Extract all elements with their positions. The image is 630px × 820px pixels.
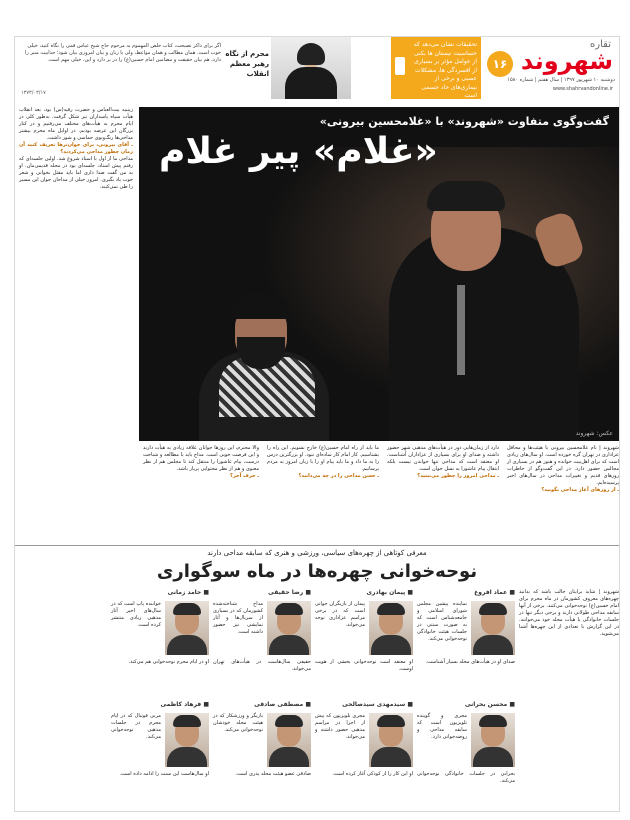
article-headline: «غلام» پیر غلام: [159, 131, 438, 172]
person-card: [417, 589, 515, 697]
person-photo: [267, 601, 311, 655]
person-card: [417, 701, 515, 809]
left-column-text: [19, 107, 133, 191]
leader-portrait: [271, 37, 351, 99]
person-name: ■ سیدمهدی سیدصالحی: [342, 701, 413, 708]
brand-title: شهروند: [520, 47, 613, 75]
person-name: ■ حامد زمانی: [167, 589, 209, 596]
portrait-turban: [297, 43, 325, 65]
column-question: ـ حرف آخر؟: [229, 473, 259, 479]
person-bio: مجری و گوینده تلویزیون است که سابقه مداحی و روضه‌خوانی دارد.: [417, 713, 467, 740]
article-column: [387, 445, 499, 541]
person-photo: [369, 601, 413, 655]
section-intro: معرفی کوتاهی از چهره‌های سیاسی، ورزشی و هنری که سابقه مداحی دارند: [207, 549, 427, 557]
section-divider: [15, 545, 619, 546]
person-bio: پیمان از بازیگران جوانی است که در برخی مراسم عزاداری نوحه می‌خواند.: [315, 601, 365, 628]
person-bio: نماینده پیشین مجلس شورای اسلامی و جامعه‌شناس است که به صورت سنتی در جلسات هیئت خانوادگی نوحه‌خوانی می‌کند.: [417, 601, 467, 642]
person-bio-extra: او این کار را از کودکی آغاز کرده است.: [332, 771, 413, 777]
people-grid: [15, 589, 619, 811]
page-number: ۱۶: [487, 51, 513, 77]
main-photo: [139, 107, 619, 441]
column-question: ـ حسن مداحی را در چه می‌دانید؟: [298, 473, 379, 479]
person-name: ■ رضا حقیقی: [268, 589, 311, 596]
left-text-2: مداحی ما از اول با استاد شروع شد. اولین جلسه‌ای که رفتم پیش استاد، جلسه‌ای بود در محله قدیمی‌مان. او به من گفت صدا داری اما باید مقتل بخوانی و شعر خوب یاد بگیری. امروز خیلی از مداحان جوان این مسیر را طی نمی‌کنند.: [19, 156, 133, 190]
person-photo: [165, 713, 209, 767]
person-card: [109, 589, 209, 697]
person-bio-extra: بحرانی در جلسات خانوادگی نوحه‌خوانی می‌کند.: [417, 771, 515, 784]
person-photo: [165, 601, 209, 655]
person-card: [315, 589, 413, 697]
column-question: ـ مداحی امروز را چطور می‌بینید؟: [417, 473, 499, 479]
column-text: والا محترم، این روزها جوانان علاقه زیادی به هیأت دارند و این فرصت خوبی است. مداح باید با مطالعه و شناخت درست، پیام عاشورا را منتقل کند تا مجلس هم از نظر معنوی و هم از نظر محتوایی پربار باشد.: [143, 445, 259, 472]
site-url[interactable]: www.shahrvandonline.ir: [552, 86, 613, 92]
person-card: [213, 589, 311, 697]
person-bio-extra: حقیقی سال‌هاست در هیأت‌های تهران می‌خواند.: [213, 659, 311, 672]
teaser-text: تحقیقات نشان می‌دهد که حساسیت نیستان ها بکنی از عوامل مؤثر بر بسیاری از افسردگی ها، مشکلات عصبی و برخی از بیماری‌های حاد جسمی است: [413, 41, 477, 99]
person-name: ■ مصطفی صادقی: [254, 701, 311, 708]
column-text: ما باید از راه امام حسین(ع) خارج نشویم. این راه را بشناسیم. کار امام کار ساده‌ای نبود. او بزرگترین درس را به ما داد و ما باید پیام او را با زبان امروز به مردم برسانیم.: [267, 445, 379, 472]
person-bio: مجری تلویزیون که پیش از اجرا در مراسم مذهبی حضور داشته و می‌خواند.: [315, 713, 365, 740]
teaser-box[interactable]: [391, 37, 481, 99]
person-bio: مربی فوتبال که در ایام محرم در جلسات مذهبی نوحه‌خوانی می‌کند.: [111, 713, 161, 740]
left-column: [15, 107, 137, 541]
column-text: شهروند | نام غلامحسین بیرونی با هیئت‌ها و محافل عزاداری در تهران گره خورده است. او سال‌های زیادی است که برای اهل‌بیت خوانده و هنوز هم در بسیاری از مجالس حضور دارد. در این گفت‌وگو از خاطرات روزهای قدیم و تغییرات مداحی در سال‌های اخیر پرسیده‌ایم.: [507, 445, 619, 486]
issue-date: دوشنبه ۱۰ شهریور ۱۳۹۷ | سال هفتم | شماره ۱۵۸۰: [507, 77, 615, 83]
section-title: نوحه‌خوانی چهره‌ها در ماه سوگواری: [156, 561, 478, 582]
article-kicker: گفت‌وگوی متفاوت «شهروند» با «غلامحسین بیرونی»: [319, 115, 609, 128]
person-bio-extra: او سال‌هاست این سنت را ادامه داده است.: [119, 771, 209, 777]
person-name: ■ محسن بحرانی: [464, 701, 515, 708]
person-bio-extra: صادقی عضو هیئت محله پدری است.: [235, 771, 311, 777]
portrait-body: [285, 67, 337, 99]
person-name: ■ فرهاد کاظمی: [160, 701, 209, 708]
column-question: ـ از روزهای آغاز مداحی بگویید؟: [541, 487, 619, 493]
second-person-hair: [231, 293, 291, 319]
article-column: [143, 445, 259, 541]
masthead-logo[interactable]: [507, 37, 619, 99]
person-bio-extra: صدای او در هیأت‌های محله بسیار آشناست.: [425, 659, 515, 665]
article-column: [507, 445, 619, 541]
person-name: ■ پیمان بهادری: [366, 589, 413, 596]
leader-quote: اگر برای ذاکر نصیحت، کتاب خلص المهموم به مرحوم حاج شیخ عباس قمی را نگاه کنید، خیلی خوب است. همان مطالب و همان مواعظ، ولی با زبان و بیان امروزی بیان شود؛ جذابیت منبر را دارد، هم بیان حقیقت و مضامین امام حسین(ع) را در بر دارد و این، خیلی مهم است.: [24, 43, 221, 63]
person-photo: [267, 713, 311, 767]
portrait-caption: محرم از نگاه رهبر معظم انقلاب: [225, 50, 269, 78]
person-bio-extra: او در ایام محرم نوحه‌خوانی هم می‌کند.: [128, 659, 209, 665]
person-bio: خواننده پاپ است که در سال‌های اخیر آثار مذهبی زیادی منتشر کرده است.: [111, 601, 161, 628]
article-column: [267, 445, 379, 541]
column-text: دارد از زمان‌هایی دور در هیأت‌های مذهبی شهر حضور داشته و صدای او برای بسیاری از عزاداران آشناست. او معتقد است که مداحی تنها خواندن نیست بلکه انتقال پیام عاشورا به نسل جوان است.: [387, 445, 499, 472]
photo-credit: عکس: شهروند: [575, 430, 613, 437]
person-bio: بازیگر و ورزشکار که در هیئت محله خودشان نوحه‌خوانی می‌کند.: [213, 713, 263, 733]
page-header: [15, 37, 619, 99]
person-card: [109, 701, 209, 809]
article-columns: [139, 445, 619, 541]
person-name: ■ عماد افروغ: [474, 589, 515, 596]
newspaper-page: [14, 36, 620, 812]
person-card: [213, 701, 311, 809]
brand-small: تقاره: [590, 39, 611, 50]
person-photo: [369, 713, 413, 767]
person-photo: [471, 601, 515, 655]
person-card: [315, 701, 413, 809]
singer-hair: [427, 181, 505, 211]
microphone: [457, 285, 465, 375]
person-bio: مداح شناخته‌شده کشورمان که در بسیاری از سریال‌ها و آثار نمایشی نیز حضور داشته است.: [213, 601, 263, 635]
person-photo: [471, 713, 515, 767]
quote-date: ۱۳۷۳/۰۳/۱۷: [21, 90, 46, 96]
person-bio-extra: او معتقد است نوحه‌خوانی بخشی از هویت اوست.: [315, 659, 413, 672]
left-text-1: زینبیه بیت‌العباس و حضرت رقیه(س) بود، بعد انقلاب هیأت سپاه پاسداران نیز شکل گرفت. به‌طور کلی در ایام محرم به هیأت‌های مختلف می‌رفتیم و در کنار بزرگان این عرصه بودیم. در اوایل ماه محرم بیشتر مداحی‌ها رنگ‌وبوی حماسی و شور داشت.: [19, 107, 133, 141]
left-question: ـ آقای بیرونی، برای جوان‌ترها تعریف کنید آن زمان چطور مداحی می‌کردید؟: [19, 142, 133, 155]
section-side-intro: شهروند | شاید برایتان جالب باشد که بدانید چهره‌های معروف کشورمان در ماه محرم برای امام حسین(ع) نوحه‌خوانی می‌کنند. برخی از آنها سابقه مداحی طولانی دارند و برخی دیگر تنها در جلسات خانوادگی یا هیأت محله خود می‌خوانند. در این گزارش با تعدادی از این چهره‌ها آشنا می‌شوید.: [519, 589, 619, 637]
teaser-icon: [395, 57, 405, 75]
